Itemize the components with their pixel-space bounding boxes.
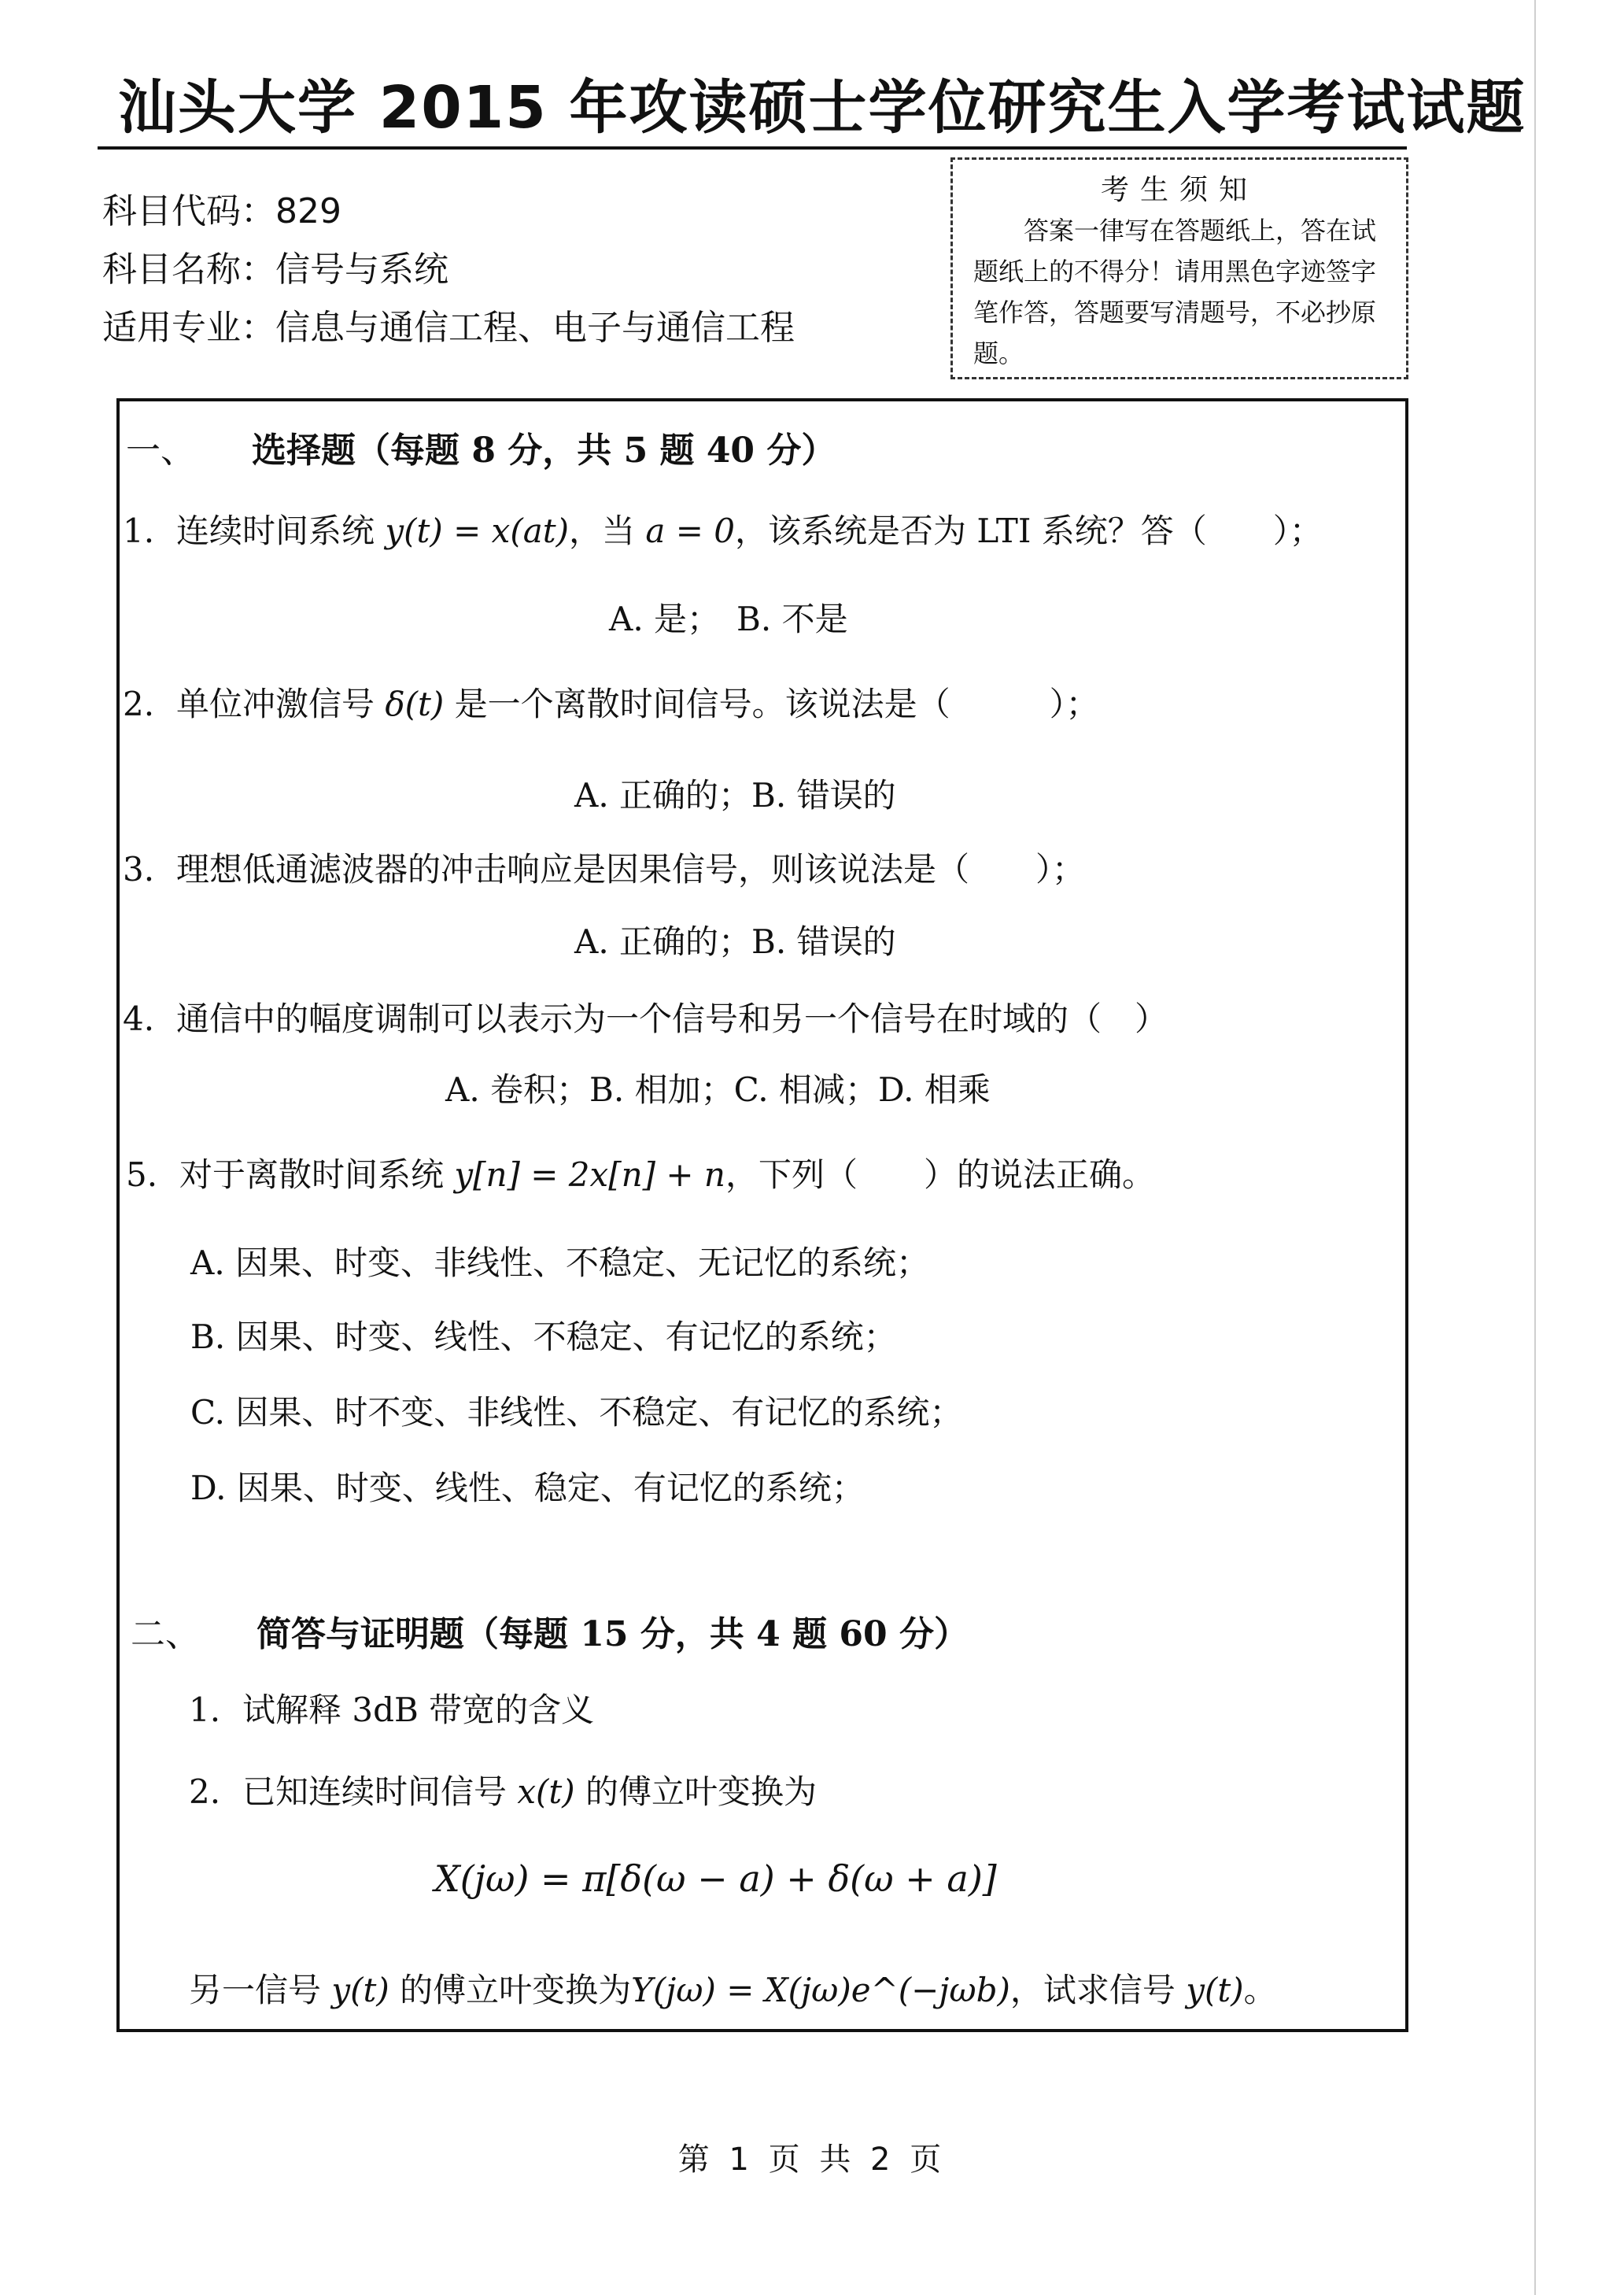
question-text: 是一个离散时间信号。该说法是（ ）； <box>444 685 1099 723</box>
subject-name: 科目名称：信号与系统 <box>102 249 448 290</box>
question-text: ，下列（ ）的说法正确。 <box>725 1155 1155 1194</box>
question-text: 已知连续时间信号 <box>242 1772 518 1811</box>
question-1-5-choice-c: C. 因果、时不变、非线性、不稳定、有记忆的系统； <box>190 1393 963 1432</box>
question-1-1-options: A. 是； B. 不是 <box>609 600 848 638</box>
scan-edge-line <box>1534 0 1536 2295</box>
question-text: 的傅立叶变换为 <box>574 1772 818 1811</box>
math-expression: y(t) = x(at) <box>385 512 570 550</box>
question-text: 试解释 3dB 带宽的含义 <box>242 1691 595 1729</box>
question-number: 3. <box>123 850 155 889</box>
math-expression: X(jω) = π[δ(ω − a) + δ(ω + a)] <box>434 1857 997 1900</box>
question-1-5-choice-d: D. 因果、时变、线性、稳定、有记忆的系统； <box>190 1469 865 1507</box>
question-1-2-options: A. 正确的；B. 错误的 <box>574 776 896 815</box>
section-2-number: 二、 <box>131 1614 200 1654</box>
question-text: ，当 <box>569 512 646 550</box>
question-1-5-choice-a: A. 因果、时变、非线性、不稳定、无记忆的系统； <box>190 1244 930 1282</box>
question-text: 单位冲激信号 <box>176 685 386 723</box>
notice-body: 答案一律写在答题纸上，答在试题纸上的不得分！请用黑色字迹签字笔作答，答题要写清题号，不必抄原题。 <box>973 216 1377 368</box>
question-text: 的傅立叶变换为 <box>389 1971 632 2009</box>
question-text: 另一信号 <box>189 1971 332 2009</box>
math-expression: y(t) <box>331 1971 389 2009</box>
question-text: 对于离散时间系统 <box>179 1155 455 1194</box>
question-number: 4. <box>123 1000 155 1038</box>
page-footer: 第 1 页 共 2 页 <box>677 2142 947 2178</box>
question-text: 通信中的幅度调制可以表示为一个信号和另一个信号在时域的（ ） <box>176 1000 1168 1038</box>
section-1-heading <box>126 422 836 472</box>
question-2-1 <box>189 1684 594 1731</box>
question-text: ，试求信号 <box>1009 1971 1187 2009</box>
section-1-number: 一、 <box>126 431 195 471</box>
section-2-title: 简答与证明题（每题 15 分，共 4 题 60 分） <box>257 1614 969 1654</box>
math-expression: Y(jω) = X(jω)e^(−jωb) <box>631 1971 1010 2009</box>
question-1-3 <box>123 844 1085 891</box>
applicable-majors: 适用专业：信息与通信工程、电子与通信工程 <box>102 308 795 348</box>
title-divider <box>98 146 1407 150</box>
question-2-2 <box>189 1766 817 1813</box>
question-text: 。 <box>1243 1971 1277 2009</box>
question-number: 1. <box>123 512 155 550</box>
question-text: ，该系统是否为 LTI 系统？答（ ）； <box>735 512 1323 550</box>
question-1-2 <box>123 678 1099 726</box>
question-2-2-continuation <box>189 1964 1277 2012</box>
subject-code: 科目代码：829 <box>102 191 341 231</box>
math-expression: y[n] = 2x[n] + n <box>454 1155 725 1194</box>
math-expression: y(t) <box>1186 1971 1244 2009</box>
exam-title: 汕头大学 2015 年攻读硕士学位研究生入学考试试题 <box>118 74 1526 142</box>
math-expression: a = 0 <box>645 512 736 550</box>
question-number: 5. <box>126 1155 158 1194</box>
question-1-4 <box>123 993 1168 1040</box>
math-expression: δ(t) <box>385 685 445 723</box>
question-text: 理想低通滤波器的冲击响应是因果信号，则该说法是（ ）； <box>176 850 1086 889</box>
question-number: 2. <box>123 685 155 723</box>
question-1-1 <box>123 505 1323 552</box>
question-1-5 <box>126 1149 1155 1196</box>
question-text: 连续时间系统 <box>176 512 386 550</box>
math-expression: x(t) <box>517 1772 575 1811</box>
fourier-transform-formula <box>434 1857 997 1900</box>
notice-title: 考生须知 <box>1100 174 1258 206</box>
section-1-title: 选择题（每题 8 分，共 5 题 40 分） <box>252 431 836 471</box>
question-1-3-options: A. 正确的；B. 错误的 <box>574 922 896 961</box>
section-2-heading <box>131 1606 969 1656</box>
question-1-4-options: A. 卷积；B. 相加；C. 相减；D. 相乘 <box>445 1070 991 1109</box>
question-number: 2. <box>189 1772 221 1811</box>
candidate-notice-box <box>950 157 1408 379</box>
question-1-5-choice-b: B. 因果、时变、线性、不稳定、有记忆的系统； <box>190 1318 897 1356</box>
question-number: 1. <box>189 1691 221 1729</box>
